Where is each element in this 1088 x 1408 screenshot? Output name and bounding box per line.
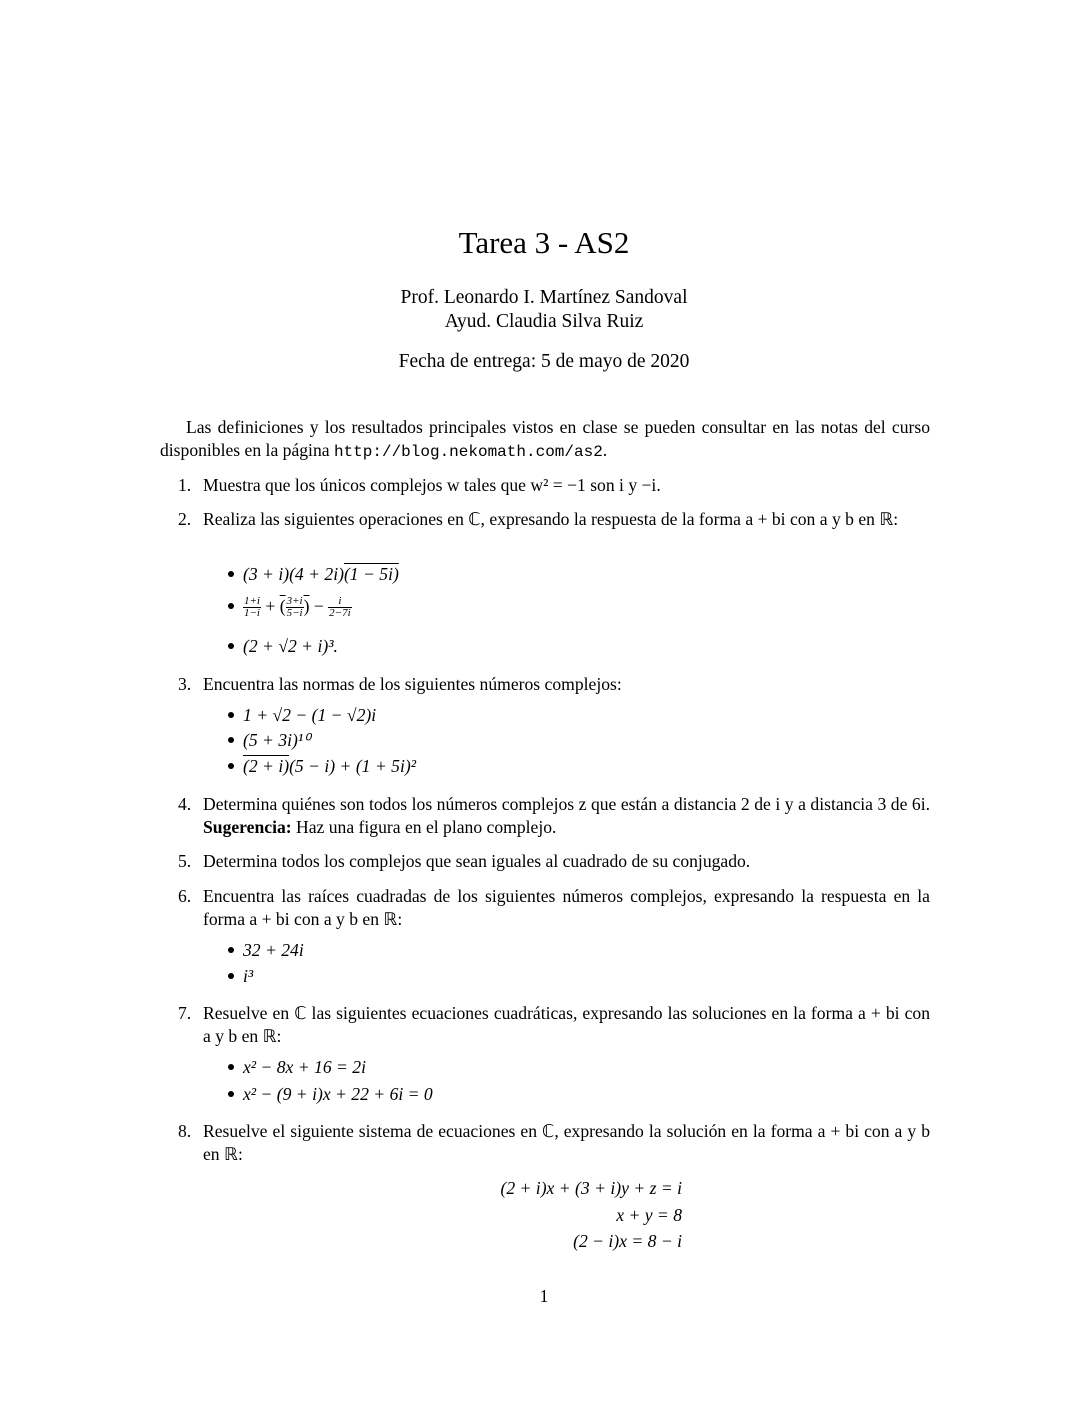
problem-number: 1. (178, 475, 192, 495)
problem-number: 5. (178, 851, 192, 871)
problem-5 (160, 850, 930, 873)
list-item-text: x² − (9 + i)x + 22 + 6i = 0 (243, 1084, 433, 1104)
problem-2 (160, 508, 930, 531)
document-title: Tarea 3 - AS2 (458, 225, 630, 260)
list-item (228, 940, 304, 961)
list-item: (3 + i)(4 + 2i)(1 − 5i) (228, 564, 399, 585)
list-item-text: 32 + 24i (243, 940, 304, 960)
problem-text: Resuelve en ℂ las siguientes ecuaciones cuadráticas, expresando las soluciones en la forma a + bi con a y b en ℝ: (203, 1003, 930, 1046)
list-item-text: i³ (243, 966, 254, 986)
problem-text: Encuentra las raíces cuadradas de los siguientes números complejos, expresando la respuesta en la forma a + bi con a y b en ℝ: (203, 886, 930, 929)
list-item (228, 705, 376, 726)
equation-1: (2 + i)x + (3 + i)y + z = i (500, 1178, 682, 1198)
problem-number: 6. (178, 886, 192, 906)
hint-text: Haz una figura en el plano complejo. (296, 817, 557, 837)
problem-8 (160, 1120, 930, 1166)
problem-text: Muestra que los únicos complejos w tales que w² = −1 son i y −i. (203, 475, 661, 495)
list-item-text: (5 + 3i)¹⁰ (243, 730, 311, 750)
problem-6 (160, 885, 930, 931)
list-item (228, 1057, 366, 1078)
problem-text: Determina todos los complejos que sean iguales al cuadrado de su conjugado. (203, 851, 751, 871)
bullet-icon (228, 973, 234, 979)
list-item-text: 1 + √2 − (1 − √2)i (243, 705, 377, 725)
problem-number: 7. (178, 1003, 192, 1023)
list-item: (2 + i)(5 − i) + (1 + 5i)² (228, 756, 416, 777)
bullet-icon (228, 947, 234, 953)
intro-text: Las definiciones y los resultados principales vistos en clase se pueden consultar en las notas del curso disponibles en la página (160, 417, 930, 460)
bullet-icon (228, 712, 234, 718)
problem-number: 4. (178, 794, 192, 814)
problem-number: 8. (178, 1121, 192, 1141)
bullet-icon (228, 737, 234, 743)
problem-text: Realiza las siguientes operaciones en ℂ, expresando la respuesta de la forma a + bi con a y b en ℝ: (203, 509, 899, 529)
bullet-icon (228, 763, 234, 769)
list-item (228, 1084, 433, 1105)
professor-name: Prof. Leonardo I. Martínez Sandoval (400, 287, 688, 308)
problem-text: Resuelve el siguiente sistema de ecuaciones en ℂ, expresando la solución en la forma a + bi con a y b en ℝ: (203, 1121, 930, 1164)
problem-text: Encuentra las normas de los siguientes números complejos: (203, 674, 622, 694)
problem-4 (160, 793, 930, 839)
due-date: Fecha de entrega: 5 de mayo de 2020 (398, 351, 690, 372)
list-item (228, 966, 253, 987)
problem-number: 2. (178, 509, 192, 529)
intro-paragraph (160, 416, 930, 464)
list-item-text: x² − 8x + 16 = 2i (243, 1057, 366, 1077)
bullet-icon (228, 1064, 234, 1070)
problem-text (203, 793, 930, 839)
equation-3: (2 − i)x = 8 − i (573, 1231, 682, 1251)
equation-2: x + y = 8 (616, 1205, 682, 1225)
problem-number: 3. (178, 674, 192, 694)
bullet-icon (228, 1091, 234, 1097)
problem-text-main: Determina quiénes son todos los números complejos z que están a distancia 2 de i y a distancia 3 de 6i. (203, 794, 930, 814)
bullet-icon (228, 603, 234, 609)
problem-1 (160, 474, 930, 497)
assistant-name: Ayud. Claudia Silva Ruiz (444, 311, 644, 332)
problem-7 (160, 1002, 930, 1048)
list-item (228, 636, 338, 657)
intro-end: . (602, 440, 608, 460)
hint-label: Sugerencia: (203, 817, 292, 837)
list-item (228, 730, 310, 751)
bullet-icon (228, 643, 234, 649)
page-number: 1 (539, 1286, 549, 1306)
list-item: $\frac{1+i}{1-i}$ + ( $\frac{3+i}{5-i}$ ) − $\frac{i}{2-7i}$ (228, 596, 352, 619)
list-item-text: (2 + √2 + i)³. (243, 636, 338, 656)
course-notes-link[interactable]: http://blog.nekomath.com/as2 (333, 443, 603, 461)
problem-3 (160, 673, 930, 696)
bullet-icon (228, 571, 234, 577)
